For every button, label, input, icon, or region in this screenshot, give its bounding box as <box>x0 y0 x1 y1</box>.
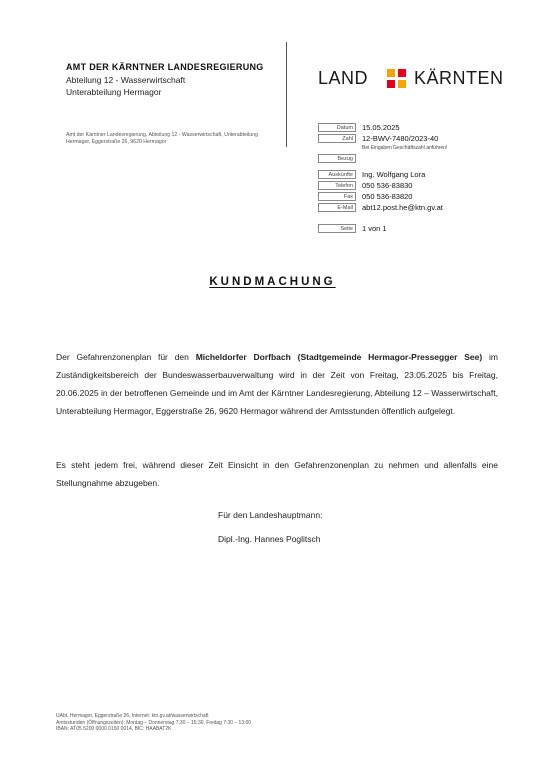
sender-line-1: Amt der Kärntner Landesregierung, Abteilung 12 - Wasserwirtschaft, Unterabteilung <box>66 132 258 138</box>
meta-bezug-label: Bezug <box>318 154 356 163</box>
meta-seite-label: Seite <box>318 224 356 233</box>
body-paragraph-1 <box>56 348 498 420</box>
sender-address <box>66 132 284 146</box>
land-kaernten-logo <box>318 68 508 92</box>
office-department: Abteilung 12 - Wasserwirtschaft <box>66 75 186 85</box>
signature-line-1: Für den Landeshauptmann: <box>218 510 323 520</box>
logo-text-left: LAND <box>318 68 369 88</box>
body-p1-after: im Zuständigkeitsbereich der Bundeswasserbauverwaltung wird in der Zeit von Freitag, 23.05.2025 bis Freitag, 20.06.2025 in der betroffenen Gemeinde und im Amt der Kärntner Landesregierung, Abteilung 12 – Wasserwirtschaft, Unterabteilung Hermagor, Eggerstraße 26, 9620 Hermagor während der Amtsstunden öffentlich aufgelegt. <box>56 352 498 416</box>
logo-text-right: KÄRNTEN <box>414 68 504 88</box>
meta-telefon-value: 050 536-83830 <box>362 181 413 190</box>
meta-email-label: E-Mail <box>318 203 356 212</box>
meta-zahl-note: Bei Eingaben Geschäftszahl anführen! <box>362 145 448 151</box>
meta-telefon-label: Telefon <box>318 181 356 190</box>
meta-auskuenfte-label: Auskünfte <box>318 170 356 179</box>
meta-fax-label: Fax <box>318 192 356 201</box>
meta-seite-value: 1 von 1 <box>362 224 387 233</box>
meta-datum-label: Datum <box>318 123 356 132</box>
meta-email-value[interactable]: abt12.post.he@ktn.gv.at <box>362 203 443 212</box>
meta-zahl-value: 12-BWV-7480/2023-40 <box>362 134 439 143</box>
footer-line-1: UAbt. Hermagor, Eggerstraße 26, Internet: ktn.gv.at/wasserwirtschaft <box>56 713 209 719</box>
body-p1-bold: Micheldorfer Dorfbach (Stadtgemeinde Hermagor-Pressegger See) <box>195 352 483 362</box>
footer <box>56 713 251 733</box>
sender-line-2: Hermagor, Eggerstraße 26, 9620 Hermagor <box>66 139 167 145</box>
footer-line-2: Amtsstunden (Öffnungszeiten): Montag – Donnerstag 7:30 – 15:30, Freitag 7:30 – 13:00 <box>56 719 252 726</box>
body-paragraph-2: Es steht jedem frei, während dieser Zeit Einsicht in den Gefahrenzonenplan zu nehmen und allenfalls eine Stellungnahme abzugeben. <box>56 460 498 488</box>
logo-emblem-icon <box>387 69 407 89</box>
meta-auskuenfte-value: Ing. Wolfgang Lora <box>362 170 426 179</box>
body-p1-before: Der Gefahrenzonenplan für den <box>56 352 196 362</box>
meta-fax-value: 050 536-83820 <box>362 192 413 201</box>
meta-zahl-label: Zahl <box>318 134 356 143</box>
header-divider <box>286 42 287 147</box>
meta-datum-value: 15.05.2025 <box>362 123 400 132</box>
office-name: AMT DER KÄRNTNER LANDESREGIERUNG <box>66 62 264 72</box>
signature-name: Dipl.-Ing. Hannes Poglitsch <box>218 534 321 544</box>
footer-line-3: IBAN: AT05 5200 0000 0150 0014, BIC: HAABAT2K <box>56 726 172 732</box>
office-subunit: Unterabteilung Hermagor <box>66 87 162 97</box>
document-title: KUNDMACHUNG <box>209 276 336 288</box>
